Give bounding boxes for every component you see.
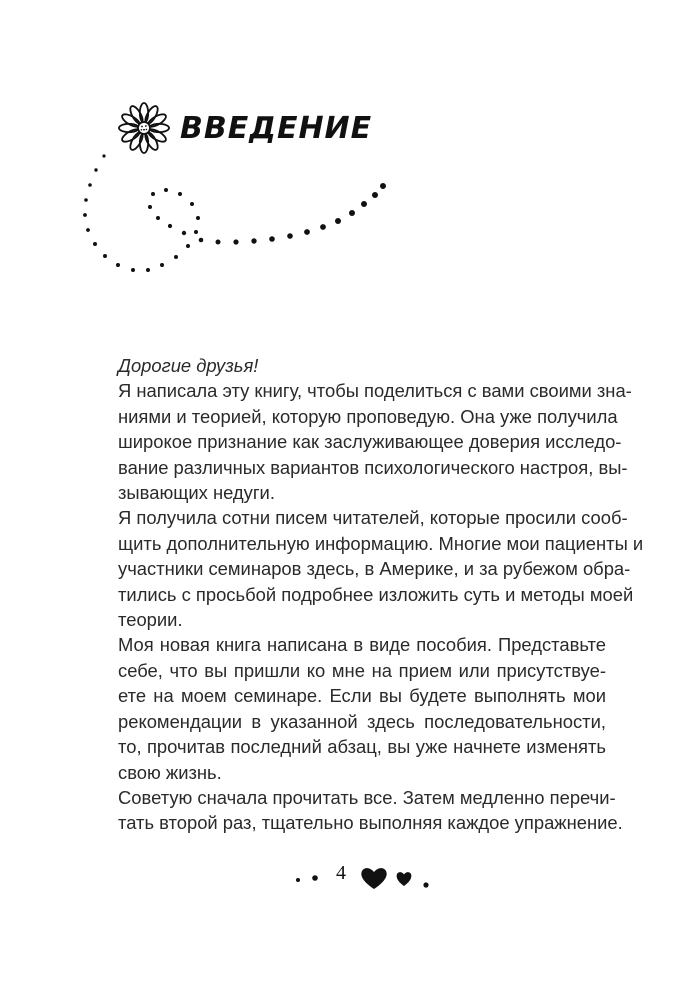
- swirl-dot: [216, 240, 221, 245]
- chapter-title: ВВЕДЕНИЕ: [180, 110, 373, 146]
- swirl-dot: [335, 218, 341, 224]
- swirl-dot: [287, 233, 293, 239]
- text-line: вание различных вариантов психологического настроя, вы-: [118, 456, 628, 478]
- swirl-dot: [94, 168, 97, 171]
- text-line: ниями и теорией, которую проповедую. Она уже получила: [118, 405, 618, 427]
- heart-icon: [397, 872, 412, 886]
- dotted-swirl-ornament: [0, 0, 686, 320]
- daisy-flower-icon: [116, 100, 172, 156]
- paragraph-2: [118, 505, 644, 632]
- swirl-dot: [174, 255, 178, 259]
- text-line: участники семинаров здесь, в Америке, и за рубежом обра-: [118, 558, 631, 580]
- swirl-dot: [361, 201, 367, 207]
- text-line: то, прочитав последний абзац, вы уже начнете изменять: [118, 736, 606, 758]
- swirl-dot: [160, 263, 164, 267]
- swirl-dot: [102, 154, 105, 157]
- swirl-dot: [186, 244, 190, 248]
- paragraph-4: [118, 785, 623, 836]
- text-line: щить дополнительную информацию. Многие мои пациенты и: [118, 532, 644, 554]
- swirl-dot: [251, 238, 256, 243]
- swirl-dot: [88, 183, 92, 187]
- text-line: рекомендации в указанной здесь последовательности,: [118, 710, 606, 732]
- paragraph-3: [118, 632, 606, 784]
- text-line: ете на моем семинаре. Если вы будете выполнять мои: [118, 685, 606, 707]
- swirl-dot: [84, 198, 88, 202]
- swirl-dot: [199, 238, 204, 243]
- dot-icon: [423, 882, 428, 887]
- text-line: свою жизнь.: [118, 761, 222, 783]
- swirl-dot: [86, 228, 90, 232]
- swirl-dot: [233, 239, 238, 244]
- swirl-dot: [151, 192, 155, 196]
- swirl-dot: [178, 192, 182, 196]
- swirl-dot: [93, 242, 97, 246]
- dot-icon: [296, 878, 300, 882]
- heart-icon: [361, 868, 386, 889]
- swirl-dot: [146, 268, 150, 272]
- text-line: теории.: [118, 609, 183, 631]
- swirl-dot: [196, 216, 200, 220]
- body-text: [118, 353, 644, 836]
- swirl-dot: [190, 202, 194, 206]
- swirl-dot: [131, 268, 135, 272]
- swirl-dot: [320, 224, 326, 230]
- swirl-dot: [349, 210, 355, 216]
- swirl-dot: [372, 192, 378, 198]
- swirl-dot: [168, 224, 172, 228]
- text-line: себе, что вы пришли ко мне на прием или присутствуе-: [118, 659, 606, 681]
- swirl-dot: [156, 216, 160, 220]
- text-line: тились с просьбой подробнее изложить суть и методы моей: [118, 583, 634, 605]
- page-footer: [290, 862, 450, 892]
- swirl-dot: [182, 231, 186, 235]
- text-line: Моя новая книга написана в виде пособия. Представьте: [118, 634, 606, 656]
- swirl-dot: [148, 205, 152, 209]
- text-line: Я написала эту книгу, чтобы поделиться с вами своими зна-: [118, 380, 632, 402]
- text-line: тать второй раз, тщательно выполняя каждое упражнение.: [118, 812, 623, 834]
- greeting: Дорогие друзья!: [118, 355, 259, 376]
- paragraph-1: [118, 378, 632, 505]
- swirl-dot: [304, 229, 310, 235]
- text-line: Я получила сотни писем читателей, которые просили сооб-: [118, 507, 628, 529]
- swirl-dot: [116, 263, 120, 267]
- chapter-heading: [116, 100, 372, 156]
- text-line: зывающих недуги.: [118, 482, 275, 504]
- swirl-dot: [83, 213, 87, 217]
- dot-icon: [312, 875, 318, 881]
- footer-ornament: [290, 862, 450, 892]
- swirl-dot: [194, 230, 198, 234]
- swirl-dot: [269, 236, 275, 242]
- swirl-dot: [103, 254, 107, 258]
- text-line: широкое признание как заслуживающее доверия исследо-: [118, 431, 622, 453]
- page-number: 4: [336, 862, 346, 884]
- text-line: Советую сначала прочитать все. Затем медленно перечи-: [118, 786, 616, 808]
- swirl-dot: [380, 183, 386, 189]
- swirl-dot: [164, 188, 168, 192]
